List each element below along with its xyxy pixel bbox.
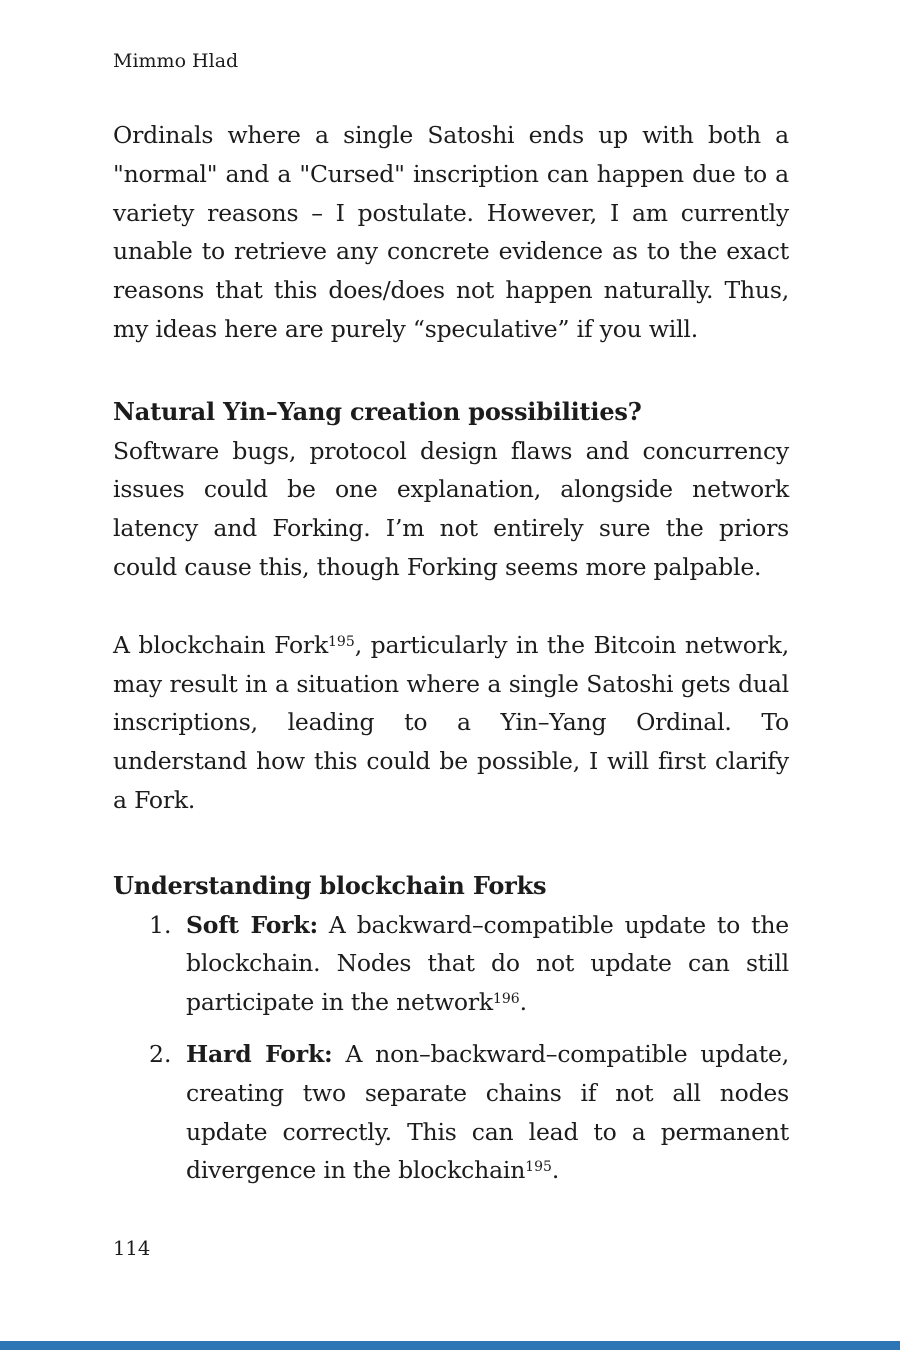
footnote-ref: 195 (525, 1159, 552, 1176)
list-item-hard-fork (113, 1035, 789, 1190)
section-heading-yin-yang: Natural Yin–Yang creation possibilities? (113, 396, 642, 426)
page-number: 114 (113, 1237, 151, 1260)
intro-paragraph: Ordinals where a single Satoshi ends up with both a "normal" and a "Cursed" inscription can happen due to a variety reasons – I postulate. However, I am currently unable to retrieve any concrete evidence as to the exact reasons that this does/does not happen naturally. Thus, my ideas here are purely “speculative” if you will. (113, 121, 789, 343)
footnote-ref: 195 (328, 633, 355, 650)
running-header: Mimmo Hlad (113, 50, 239, 72)
section-heading-forks: Understanding blockchain Forks (113, 870, 547, 900)
list-number: 2. (149, 1039, 172, 1068)
list-item-soft-fork (113, 906, 789, 1022)
page-content (113, 0, 789, 1190)
paragraph-software-bugs: Software bugs, protocol design flaws and concurrency issues could be one explanation, alongside network latency and Forking. I’m not entirely sure the priors could cause this, though Forking seems more palpable. (113, 436, 789, 581)
bottom-edge-bar (0, 1341, 900, 1350)
paragraph-blockchain-fork: A blockchain Fork$^{195}$, particularly in the Bitcoin network, may result in a situation where a single Satoshi gets dual inscriptions, leading to a Yin–Yang Ordinal. To understand how this could be possible, I will first clarify a Fork. (113, 630, 789, 814)
list-number: 1. (149, 910, 172, 939)
forks-list (113, 906, 789, 1191)
list-item-text: Hard Fork: A non–backward–compatible update, creating two separate chains if not all nodes update correctly. This can lead to a permanent divergence in the blockchain$^{195}$. (186, 1039, 790, 1185)
footnote-ref: 196 (492, 991, 520, 1008)
list-item-text: Soft Fork: A backward–compatible update to the blockchain. Nodes that do not update can still participate in the network$^{196}$. (186, 910, 790, 1017)
